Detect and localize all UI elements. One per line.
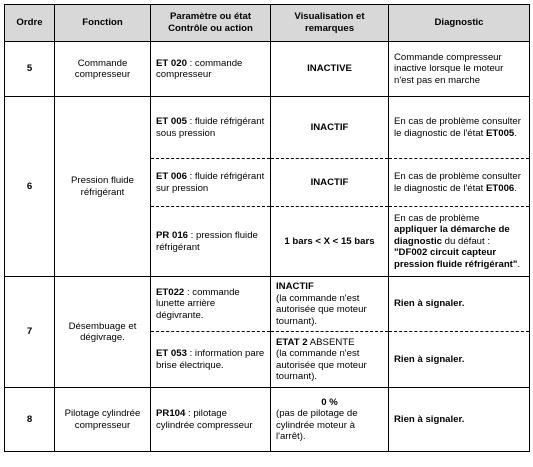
- diagnostic-table: [4, 4, 530, 452]
- param-text: : commande compresseur: [156, 57, 243, 80]
- param-code: ET 006: [156, 171, 187, 182]
- ordre-cell: 5: [5, 42, 55, 97]
- visu-note: (pas de pilotage de cylindrée moteur à l'arrêt).: [276, 408, 358, 442]
- table-row: [5, 388, 530, 452]
- visualisation-cell: [271, 277, 389, 332]
- parametre-cell: [151, 207, 271, 277]
- diagnostic-cell: Rien à signaler.: [389, 388, 530, 452]
- diag-end: .: [514, 127, 517, 139]
- ordre-cell: 8: [5, 388, 55, 452]
- fonction-cell: Commande compresseur: [55, 42, 151, 97]
- param-code: PR 016: [156, 230, 188, 241]
- ordre-cell: 7: [5, 277, 55, 388]
- parametre-cell: [151, 388, 271, 452]
- diag-code: ET006: [485, 182, 515, 194]
- diagnostic-cell: Commande compresseur inactive lorsque le moteur n'est pas en marche: [389, 42, 530, 97]
- diagnostic-cell: [389, 207, 530, 277]
- visualisation-cell: 1 bars < X < 15 bars: [271, 207, 389, 277]
- visualisation-cell: INACTIF: [271, 97, 389, 159]
- table-row: [5, 42, 530, 97]
- header-visualisation: Visualisation et remarques: [271, 5, 389, 42]
- table-row: [5, 97, 530, 159]
- visu-value-text: ABSENTE: [307, 336, 355, 348]
- visualisation-cell: INACTIVE: [271, 42, 389, 97]
- param-text: : pilotage cylindrée compresseur: [156, 408, 253, 431]
- diagnostic-cell: [389, 159, 530, 207]
- fonction-cell: Pression fluide réfrigérant: [55, 97, 151, 277]
- diag-action: appliquer la démarche de diagnostic: [394, 224, 510, 247]
- header-diagnostic: Diagnostic: [389, 5, 530, 42]
- diag-text: En cas de problème consulter le diagnostic de l'état: [394, 171, 521, 194]
- param-text: : fluide réfrigérant sur pression: [156, 171, 265, 194]
- visualisation-cell: [271, 332, 389, 388]
- diag-text-mid: du défaut :: [441, 235, 490, 247]
- parametre-cell: [151, 159, 271, 207]
- diagnostic-cell: [389, 97, 530, 159]
- param-code: ET 053: [156, 348, 187, 359]
- header-row: [5, 5, 530, 42]
- diag-code: "DF002 circuit capteur pression fluide réfrigérant": [394, 247, 518, 270]
- visu-value: ETAT 2: [276, 336, 308, 348]
- param-code: ET 005: [156, 116, 187, 127]
- visu-note: (la commande n'est autorisée que moteur tournant).: [276, 348, 367, 382]
- fonction-cell: Pilotage cylindrée compresseur: [55, 388, 151, 452]
- diag-text: En cas de problème: [394, 212, 480, 224]
- visualisation-cell: INACTIF: [271, 159, 389, 207]
- parametre-cell: [151, 277, 271, 332]
- param-text: : commande lunette arrière dégivrante.: [156, 286, 240, 321]
- param-text: : information pare brise électrique.: [156, 348, 265, 371]
- diag-text: En cas de problème consulter le diagnostic de l'état: [394, 116, 521, 139]
- parametre-cell: [151, 332, 271, 388]
- param-text: : pression fluide réfrigérant: [156, 230, 258, 253]
- header-fonction: Fonction: [55, 5, 151, 42]
- fonction-cell: Désembuage et dégivrage.: [55, 277, 151, 388]
- visu-note: (la commande n'est autorisée que moteur tournant).: [276, 292, 367, 327]
- visu-value: INACTIF: [276, 281, 314, 292]
- diag-code: ET005: [485, 127, 515, 139]
- header-parametre: Paramètre ou état Contrôle ou action: [151, 5, 271, 42]
- param-code: PR104: [156, 408, 186, 419]
- parametre-cell: [151, 97, 271, 159]
- table-row: [5, 277, 530, 332]
- diagnostic-cell: Rien à signaler.: [389, 332, 530, 388]
- param-text: : fluide réfrigérant sous pression: [156, 116, 265, 139]
- diag-end: .: [514, 182, 517, 194]
- diagnostic-cell: Rien à signaler.: [389, 277, 530, 332]
- visualisation-cell: [271, 388, 389, 452]
- ordre-cell: 6: [5, 97, 55, 277]
- parametre-cell: [151, 42, 271, 97]
- param-code: ET022: [156, 286, 185, 298]
- header-ordre: Ordre: [5, 5, 55, 42]
- param-code: ET 020: [156, 57, 187, 69]
- diag-end: .: [517, 258, 521, 270]
- visu-value: 0 %: [321, 396, 338, 408]
